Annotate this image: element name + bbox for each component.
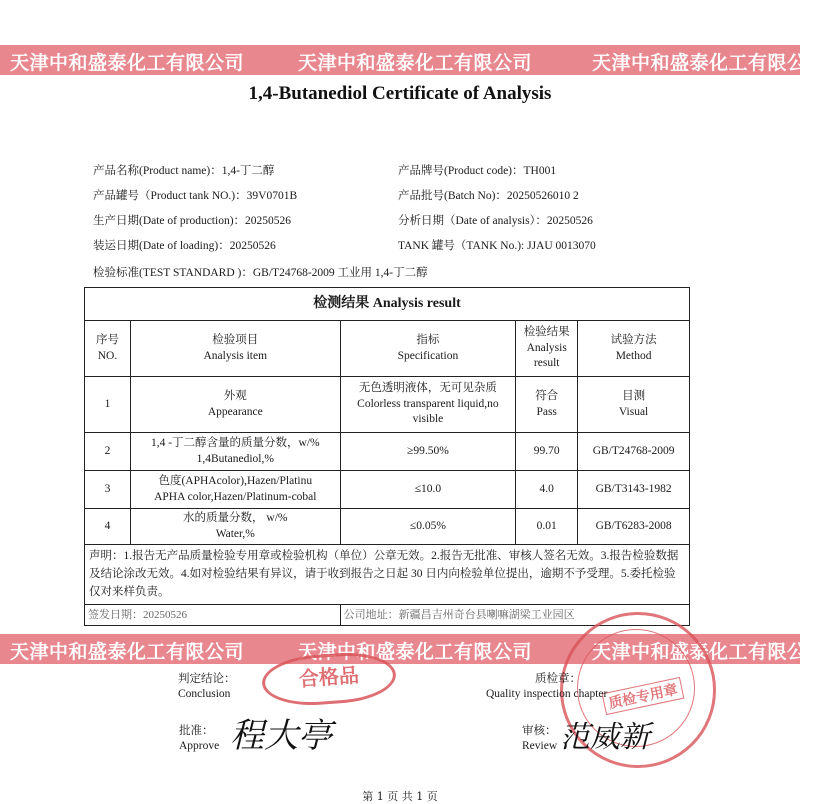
product-tank-label: 产品罐号（Product tank NO.)： [93, 190, 247, 202]
watermark-text: 天津中和盛泰化工有限公司 [298, 641, 533, 663]
product-name-value: 1,4-丁二醇 [221, 165, 275, 177]
review-label-en: Review [522, 740, 558, 752]
production-date-value: 20250526 [245, 215, 292, 227]
header-method: 试验方法 Method [578, 321, 690, 377]
tank-no-value: JJAU 0013070 [527, 240, 596, 252]
issue-date-cell: 签发日期：20250526 [85, 605, 341, 626]
statement-note: 声明：1.报告无产品质量检验专用章或检验机构（单位）公章无效。2.报告无批准、审核人签名无效。3.报告检验数据及结论涂改无效。4.如对检验结果有异议，请于收到报告之日起 30 日内向检验单位提出，逾期不予受理。5.委托检验仅对来样负责。 [85, 545, 690, 605]
watermark-text: 天津中和盛泰化工有限公司 [10, 641, 245, 663]
watermark-text: 天津中和盛泰化工有限公司 [592, 52, 826, 74]
test-standard-label: 检验标准(TEST STANDARD )： [93, 267, 253, 279]
document-title: 1,4-Butanediol Certificate of Analysis [248, 83, 552, 104]
test-standard-value: GB/T24768-2009 工业用 1,4-丁二醇 [252, 267, 428, 279]
watermark-text: 天津中和盛泰化工有限公司 [298, 52, 533, 74]
approve-signature: 程大亭 [230, 716, 332, 756]
company-address-cell: 公司地址：新疆昌吉州奇台县喇嘛湖梁工业园区 [340, 605, 689, 626]
analysis-date-value: 20250526 [546, 215, 593, 227]
analysis-date-field [398, 212, 593, 228]
table-title: 检测结果 Analysis result [85, 288, 690, 321]
conclusion-label-en: Conclusion [178, 688, 231, 700]
seal-label-cn: 质检章： [535, 673, 581, 685]
table-row: 4 水的质量分数， w/% Water,% ≤0.05% 0.01 GB/T6283-2008 [85, 509, 690, 545]
batch-field [398, 187, 579, 203]
loading-date-label: 装运日期(Date of loading)： [93, 240, 230, 252]
seal-label-en: Quality inspection chapter [486, 688, 608, 700]
page-number: 第 1 页 共 1 页 [362, 790, 438, 803]
batch-label: 产品批号(Batch No)： [398, 190, 507, 202]
table-row: 3 色度(APHAcolor),Hazen/Platinu APHA color,Hazen/Platinum-cobal ≤10.0 4.0 GB/T3143-1982 [85, 471, 690, 509]
analysis-date-label: 分析日期（Date of analysis）： [398, 215, 547, 227]
header-item: 检验项目 Analysis item [130, 321, 340, 377]
review-label-cn: 审核： [522, 725, 557, 737]
product-tank-field [93, 187, 297, 203]
conclusion-label-cn: 判定结论： [178, 673, 236, 685]
batch-value: 20250526010 2 [506, 190, 579, 202]
approve-label-cn: 批准： [179, 725, 214, 737]
review-signature: 范威新 [560, 720, 650, 755]
seal-text: 质检专用章 [602, 677, 685, 715]
header-no: 序号 NO. [85, 321, 131, 377]
production-date-field [93, 212, 291, 228]
table-row: 2 1,4 -丁二醇含量的质量分数，w/% 1,4Butanediol,% ≥99.50% 99.70 GB/T24768-2009 [85, 433, 690, 471]
approve-label-en: Approve [179, 740, 220, 752]
product-tank-value: 39V0701B [246, 190, 298, 202]
watermark-text: 天津中和盛泰化工有限公司 [10, 52, 245, 74]
test-standard-field [93, 264, 428, 280]
product-name-field [93, 162, 274, 178]
qualified-stamp: 合格品 [260, 649, 397, 708]
product-code-field [398, 162, 556, 178]
loading-date-field [93, 237, 276, 253]
table-header-row [85, 321, 690, 377]
tank-no-label: TANK 罐号（TANK No.): [398, 240, 528, 252]
watermark-banner-top [0, 45, 826, 75]
analysis-result-table [84, 287, 690, 626]
loading-date-value: 20250526 [229, 240, 276, 252]
table-row: 1 外观 Appearance 无色透明液体，无可见杂质 Colorless transparent liquid,no visible 符合 Pass 目测 Visual [85, 377, 690, 433]
watermark-text: 天津中和盛泰化工有限公司 [592, 641, 826, 663]
header-result: 检验结果 Analysis result [516, 321, 578, 377]
tank-no-field [398, 237, 596, 253]
production-date-label: 生产日期(Date of production)： [93, 215, 246, 227]
product-code-value: TH001 [523, 165, 557, 177]
product-name-label: 产品名称(Product name)： [93, 165, 222, 177]
product-code-label: 产品牌号(Product code)： [398, 165, 524, 177]
header-spec: 指标 Specification [340, 321, 516, 377]
